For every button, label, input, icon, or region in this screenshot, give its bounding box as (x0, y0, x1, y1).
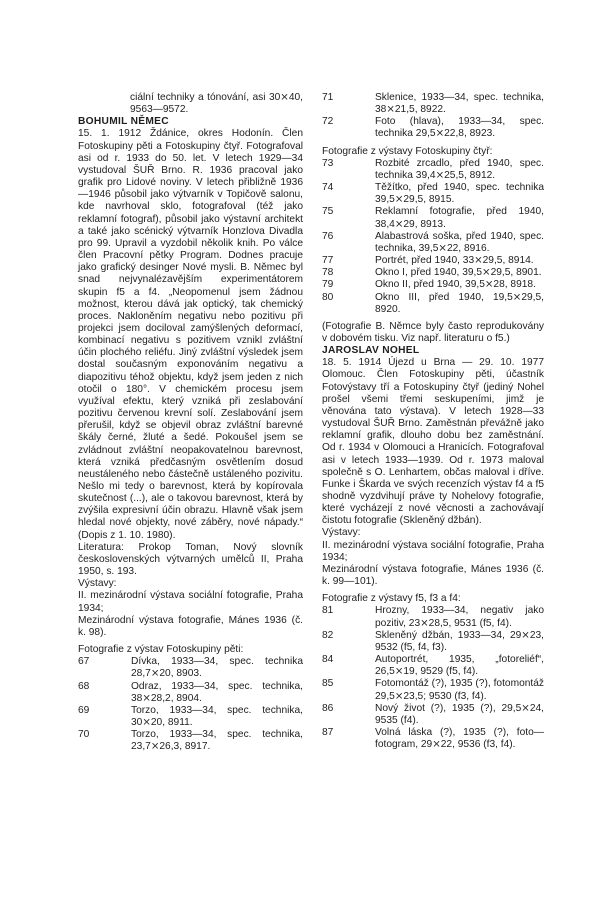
photo-entry (322, 267, 544, 279)
entry-text: Rozbité zrcadlo, před 1940, spec. technika 39,4⨯25,5, 8912. (375, 157, 544, 181)
note-nemec: (Fotografie B. Němce byly často reprodukovány v dobovém tisku. Viz např. literaturu o f5.) (322, 320, 544, 344)
entry-number: 79 (322, 279, 334, 291)
left-column (78, 92, 303, 753)
entry-text: Torzo, 1933—34, spec. technika, 30⨯20, 8911. (131, 704, 303, 728)
right-column (322, 92, 544, 751)
photo-entry (322, 206, 544, 230)
photo-entry (322, 255, 544, 267)
photo-entry (322, 292, 544, 316)
entry-number: 68 (78, 680, 90, 692)
entry-text: Volná láska (?), 1935 (?), foto—fotogram, 29⨯22, 9536 (f3, f4). (375, 726, 544, 751)
literature-nemec: Literatura: Prokop Toman, Nový slovník československých výtvarných umělců II, Praha 1950, s. 193. (78, 541, 303, 578)
photo-entry (78, 729, 303, 753)
photo-entry (322, 703, 544, 727)
entry-text: Reklamní fotografie, před 1940, 38,4⨯29, 8913. (375, 206, 544, 230)
photo-list-heading-f4: Fotografie z výstavy Fotoskupiny čtyř: (322, 145, 493, 157)
photo-list-heading-nohel: Fotografie z výstavy f5, f3 a f4: (322, 593, 461, 605)
entry-number: 70 (78, 729, 90, 741)
photo-entry (322, 92, 544, 116)
artist-bio-nemec: 15. 1. 1912 Ždánice, okres Hodonín. Člen Fotoskupiny pěti a Fotoskupiny čtyř. Fotografoval asi od r. 1933 do 50. let. V letech 1929—34 vystudoval ŠUŘ Brno. R. 1936 pracoval jako grafik pro Lidové noviny. V letech přibližně 1936—1946 působil jako výtvarník v Topičově salonu, kde navrhoval sklo, fotografoval (též jako reklamní fotograf), působil jako výstavní architekt a také jako scénický výtvarník Honzlova Divadla pro 99. Upravil a vyzdobil několik knih. Po válce člen Pracovní pětky Program. Dodnes pracuje jako grafický desinger Nové mysli. B. Němec byl snad nejvynalézavějším experimentátorem skupin f5 a f4. „Neopomenul jsem žádnou možnost, kterou dává jak optický, tak chemický proces. Nakloněním negativu nebo pozitivu při projekci jsem dociloval zamýšlených deformací, kombinací negativu s pozitivem vznikl zvláštní účin plochého reliéfu. Jiný zvláštní výsledek jsem dostal současným exponováním negativu a diapozitivu téhož objektu, když jsem jeden z nich otočil o 180°. V chemickém procesu jsem využíval efektu, který vzniká při zeslabování pozitivu červenou krevní solí. Zeslabování jsem přerušil, když se objevil obraz zvláštní barevné škály černé, žluté a šedé. Pokoušel jsem se zvládnout zvláštní neopakovatelnou barevnost, která vzniká předčasným osvětlením dosud neustáleného nebo částečně ustáleného pozivitu. Nešlo mi tedy o barevnost, která by kopírovala skutečnost (...), ale o takovou barevnost, která by zvýšila expresivní účin obrazu. Hlavně však jsem hledal nové objekty, nové záběry, nové nápady.“ (Dopis z 1. 10. 1980). (78, 128, 303, 541)
entry-text: Okno I, před 1940, 39,5⨯29,5, 8901. (375, 267, 542, 279)
entry-number: 71 (322, 92, 334, 103)
entry-text: Skleněný džbán, 1933—34, 29⨯23, 9532 (f5, f4, f3). (375, 629, 544, 653)
photo-entry (322, 231, 544, 255)
photo-entry (78, 656, 303, 680)
entry-number: 86 (322, 702, 334, 714)
entry-text: Hrozny, 1933—34, negativ jako pozitiv, 23⨯28,5, 9531 (f5, f4). (375, 605, 544, 629)
entry-number: 75 (322, 206, 334, 218)
entry-text: Dívka, 1933—34, spec. technika 28,7⨯20, 8903. (131, 656, 303, 680)
entry-number: 69 (78, 704, 90, 716)
exhibitions-heading-nemec: Výstavy: (78, 578, 117, 590)
exhibitions-heading-nohel: Výstavy: (322, 527, 361, 539)
entry-text: Foto (hlava), 1933—34, spec. technika 29,5⨯22,8, 8923. (375, 116, 544, 140)
entry-text: Těžítko, před 1940, spec. technika 39,5⨯29,5, 8915. (375, 182, 544, 206)
photo-entry (322, 182, 544, 206)
artist-name-nohel: JAROSLAV NOHEL (322, 345, 420, 357)
entry-text: Okno III, před 1940, 19,5⨯29,5, 8920. (375, 291, 544, 315)
entry-number: 85 (322, 678, 334, 690)
entry-text: Torzo, 1933—34, spec. technika, 23,7⨯26,3, 8917. (131, 729, 303, 753)
entry-text: Nový život (?), 1935 (?), 29,5⨯24, 9535 (f4). (375, 702, 544, 726)
entry-text: Sklenice, 1933—34, spec. technika, 38⨯21,5, 8922. (375, 92, 544, 116)
entry-number: 67 (78, 656, 90, 668)
photo-entry (322, 630, 544, 654)
entry-number: 87 (322, 726, 334, 738)
entry-number: 74 (322, 182, 334, 194)
entry-text: Alabastrová soška, před 1940, spec. technika, 39,5⨯22, 8916. (375, 230, 544, 254)
photo-entry (322, 158, 544, 182)
exhibition-item: II. mezinárodní výstava sociální fotografie, Praha 1934; (78, 590, 303, 614)
photo-entry (322, 605, 544, 629)
entry-text: Okno II, před 1940, 39,5⨯28, 8918. (375, 279, 536, 291)
entry-text: Autoportrét, 1935, „fotoreliéf“, 26,5⨯19, 9529 (f5, f4). (375, 654, 544, 678)
entry-number: 84 (322, 654, 334, 666)
exhibition-item: II. mezinárodní výstava sociální fotografie, Praha 1934; (322, 539, 544, 563)
photo-entry (322, 116, 544, 140)
entry-number: 78 (322, 267, 334, 279)
photo-entry (322, 727, 544, 751)
entry-number: 82 (322, 629, 334, 641)
entry-text: Odraz, 1933—34, spec. technika, 38⨯28,2, 8904. (131, 680, 303, 704)
entry-number: 76 (322, 230, 334, 242)
entry-text: Portrét, před 1940, 33⨯29,5, 8914. (375, 255, 534, 267)
continued-entry-text: ciální techniky a tónování, asi 30⨯40, 9563—9572. (130, 92, 303, 116)
entry-number: 80 (322, 291, 334, 303)
entry-number: 77 (322, 255, 334, 267)
artist-bio-nohel: 18. 5. 1914 Újezd u Brna — 29. 10. 1977 Olomouc. Člen Fotoskupiny pěti, účastník Fotovýstavy tří a Fotoskupiny čtyř (jediný Nohel prošel všemi třemi seskupeními, jimž je věnována tato výstava). V letech 1928—33 vystudoval ŠUŘ Brno. Zaměstnán převážně jako reklamní grafik, dlouho dobu bez zaměstnání. Od r. 1934 v Olomouci a Hranicích. Fotografoval asi v letech 1933—1939. Od r. 1973 maloval společně s O. Lenhartem, občas maloval i dříve. Funke i Škarda ve svých recenzích výstav f4 a f5 shodně vyzdvihují práve ty Nohelovy fotografie, které vycházejí z nové věcnosti a zachovávají čistotu fotografie (Skleněný džbán). (322, 357, 544, 527)
photo-entry (78, 705, 303, 729)
entry-number: 72 (322, 116, 334, 128)
photo-list-heading-f5: Fotografie z výstav Fotoskupiny pěti: (78, 644, 244, 656)
photo-entry (322, 678, 544, 702)
entry-number: 81 (322, 605, 334, 617)
entry-text: Fotomontáž (?), 1935 (?), fotomontáž 29,5⨯23,5; 9530 (f3, f4). (375, 678, 544, 702)
exhibition-item: Mezinárodní výstava fotografie, Mánes 1936 (č. k. 99—101). (322, 563, 544, 588)
photo-entry (78, 681, 303, 705)
artist-name-nemec: BOHUMIL NĚMEC (78, 116, 169, 128)
photo-entry (322, 654, 544, 678)
entry-number: 73 (322, 157, 334, 169)
exhibition-item: Mezinárodní výstava fotografie, Mánes 1936 (č. k. 98). (78, 614, 303, 638)
photo-entry (322, 279, 544, 291)
